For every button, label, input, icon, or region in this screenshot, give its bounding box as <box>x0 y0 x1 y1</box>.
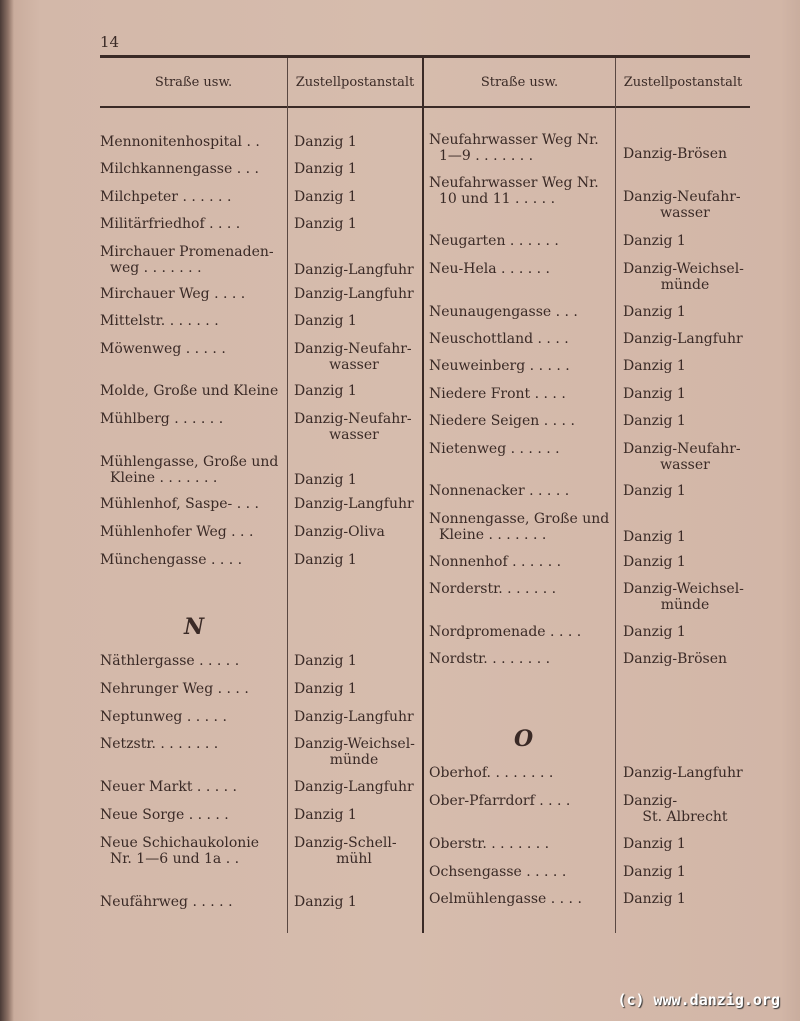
left-office-line: Danzig-Langfuhr <box>294 262 414 278</box>
left-street-15 <box>100 681 249 697</box>
left-street-line: Neuer Markt . . . . . <box>100 779 237 795</box>
right-street-line: Nonnenacker . . . . . <box>429 483 570 499</box>
right-street-line: Ochsengasse . . . . . <box>429 864 567 880</box>
right-street-12 <box>429 554 561 570</box>
right-street-1 <box>429 175 599 207</box>
right-office-line: Danzig-Neufahr- <box>623 441 741 457</box>
right-office-line: Danzig-Brösen <box>623 146 728 162</box>
left-office-19 <box>294 807 357 823</box>
left-office-line: Danzig 1 <box>294 383 357 399</box>
right-street-line: Kleine . . . . . . . <box>439 527 547 543</box>
right-street-6 <box>429 358 570 374</box>
left-street-line: Milchkannengasse . . . <box>100 161 259 177</box>
right-street-4 <box>429 304 578 320</box>
left-street-17 <box>100 736 218 752</box>
left-street-line: Mittelstr. . . . . . . <box>100 313 219 329</box>
right-street-11 <box>429 511 609 543</box>
right-street-8 <box>429 413 575 429</box>
right-office-15 <box>623 651 727 667</box>
right-office-20 <box>623 891 686 907</box>
left-office-line: Danzig 1 <box>294 161 357 177</box>
right-street-line: 10 und 11 . . . . . <box>439 191 556 207</box>
left-street-line: Nr. 1—6 und 1a . . <box>110 851 240 867</box>
right-street-line: Nonnengasse, Große und <box>429 511 610 527</box>
right-office-2 <box>623 233 686 249</box>
right-office-line: Danzig 1 <box>623 358 686 374</box>
right-street-2 <box>429 233 559 249</box>
right-office-line: Danzig 1 <box>623 891 686 907</box>
right-office-11 <box>623 529 686 545</box>
right-office-1 <box>623 189 747 221</box>
right-office-line: Danzig 1 <box>623 304 686 320</box>
left-office-line: mühl <box>336 851 372 867</box>
left-office-0 <box>294 134 357 150</box>
left-office-line: Danzig-Weichsel- <box>294 736 415 752</box>
left-office-line: Danzig-Langfuhr <box>294 286 414 302</box>
right-office-line: Danzig-Langfuhr <box>623 331 743 347</box>
right-street-line: Neu-Hela . . . . . . <box>429 261 551 277</box>
left-street-20 <box>100 835 259 867</box>
right-office-line: Danzig- <box>623 793 678 809</box>
left-street-11 <box>100 496 259 512</box>
left-office-5 <box>294 286 414 302</box>
left-street-line: Neptunweg . . . . . <box>100 709 227 725</box>
right-office-line: Danzig 1 <box>623 413 686 429</box>
top-rule <box>100 55 750 58</box>
left-office-7 <box>294 341 414 373</box>
left-office-line: Danzig-Langfuhr <box>294 709 414 725</box>
right-office-7 <box>623 386 686 402</box>
left-street-18 <box>100 779 237 795</box>
left-office-line: wasser <box>329 427 379 443</box>
right-office-line: Danzig 1 <box>623 864 686 880</box>
left-street-line: Netzstr. . . . . . . . <box>100 736 219 752</box>
left-street-13 <box>100 552 242 568</box>
right-street-9 <box>429 441 560 457</box>
left-office-line: Danzig 1 <box>294 653 357 669</box>
right-street-line: Neunaugengasse . . . <box>429 304 578 320</box>
right-street-line: Nordpromenade . . . . <box>429 624 582 640</box>
right-office-3 <box>623 261 747 293</box>
left-office-line: Danzig 1 <box>294 134 357 150</box>
header-rule <box>100 106 750 108</box>
left-office-line: Danzig 1 <box>294 894 357 910</box>
right-street-14 <box>429 624 581 640</box>
right-street-17 <box>429 793 570 809</box>
left-street-line: Neufährweg . . . . . <box>100 894 233 910</box>
right-office-line: Danzig 1 <box>623 233 686 249</box>
section-letter-n: N <box>184 614 205 640</box>
right-office-5 <box>623 331 743 347</box>
right-street-line: Niedere Seigen . . . . <box>429 413 575 429</box>
left-street-line: Näthlergasse . . . . . <box>100 653 240 669</box>
right-street-15 <box>429 651 550 667</box>
right-office-9 <box>623 441 747 473</box>
left-office-11 <box>294 496 414 512</box>
right-office-0 <box>623 146 727 162</box>
right-office-line: Danzig-Weichsel- <box>623 581 744 597</box>
right-office-line: wasser <box>660 457 710 473</box>
left-office-line: Danzig 1 <box>294 681 357 697</box>
left-office-18 <box>294 779 414 795</box>
right-street-line: Neugarten . . . . . . <box>429 233 559 249</box>
left-street-12 <box>100 524 253 540</box>
left-office-line: Danzig 1 <box>294 313 357 329</box>
right-street-13 <box>429 581 556 597</box>
right-street-line: Neufahrwasser Weg Nr. <box>429 175 599 191</box>
right-office-line: wasser <box>660 205 710 221</box>
right-office-line: Danzig 1 <box>623 386 686 402</box>
right-office-18 <box>623 836 686 852</box>
right-street-line: Norderstr. . . . . . . <box>429 581 557 597</box>
right-office-line: St. Albrecht <box>642 809 728 825</box>
left-office-10 <box>294 472 357 488</box>
left-street-4 <box>100 244 274 276</box>
column-divider-right-office <box>615 58 616 933</box>
right-office-8 <box>623 413 686 429</box>
left-office-1 <box>294 161 357 177</box>
page-number: 14 <box>100 33 120 51</box>
left-office-line: Danzig 1 <box>294 189 357 205</box>
left-street-line: Nehrunger Weg . . . . <box>100 681 249 697</box>
right-street-10 <box>429 483 569 499</box>
left-street-line: Mühlenhof, Saspe- . . . <box>100 496 259 512</box>
right-street-0 <box>429 132 599 164</box>
header-street-left: Straße usw. <box>154 75 233 90</box>
right-office-line: Danzig-Neufahr- <box>623 189 741 205</box>
right-office-line: Danzig 1 <box>623 483 686 499</box>
right-street-line: Nonnenhof . . . . . . <box>429 554 562 570</box>
right-office-19 <box>623 864 686 880</box>
left-street-3 <box>100 216 240 232</box>
left-street-1 <box>100 161 259 177</box>
right-street-18 <box>429 836 549 852</box>
right-street-line: Nordstr. . . . . . . . <box>429 651 551 667</box>
left-office-13 <box>294 552 357 568</box>
left-office-line: wasser <box>329 357 379 373</box>
left-office-2 <box>294 189 357 205</box>
right-street-line: Neuweinberg . . . . . <box>429 358 570 374</box>
right-office-line: Danzig 1 <box>623 624 686 640</box>
right-street-7 <box>429 386 566 402</box>
left-office-line: Danzig 1 <box>294 472 357 488</box>
right-street-5 <box>429 331 569 347</box>
right-street-line: Oberstr. . . . . . . . <box>429 836 550 852</box>
left-office-15 <box>294 681 357 697</box>
right-office-4 <box>623 304 686 320</box>
section-letter-o: O <box>514 726 534 752</box>
left-office-line: Danzig-Schell- <box>294 835 397 851</box>
left-street-line: Münchengasse . . . . <box>100 552 243 568</box>
column-divider-left-office <box>287 58 288 933</box>
left-office-6 <box>294 313 357 329</box>
header-office-left: Zustellpostanstalt <box>295 75 415 90</box>
left-street-6 <box>100 313 219 329</box>
left-street-line: Molde, Große und Kleine <box>100 383 279 399</box>
left-street-14 <box>100 653 239 669</box>
right-street-line: Ober-Pfarrdorf . . . . <box>429 793 571 809</box>
left-office-line: Danzig-Neufahr- <box>294 411 412 427</box>
right-street-line: Neuschottland . . . . <box>429 331 569 347</box>
left-office-line: Danzig-Langfuhr <box>294 779 414 795</box>
left-street-19 <box>100 807 229 823</box>
left-office-14 <box>294 653 357 669</box>
page-edge-shadow <box>0 0 14 1021</box>
left-office-16 <box>294 709 414 725</box>
left-street-7 <box>100 341 226 357</box>
left-office-9 <box>294 411 414 443</box>
right-street-line: Neufahrwasser Weg Nr. <box>429 132 599 148</box>
left-office-line: münde <box>329 752 379 768</box>
left-street-0 <box>100 134 260 150</box>
left-office-4 <box>294 262 414 278</box>
right-office-line: Danzig 1 <box>623 554 686 570</box>
left-street-line: Neue Schichaukolonie <box>100 835 260 851</box>
right-office-line: Danzig-Weichsel- <box>623 261 744 277</box>
left-street-line: Neue Sorge . . . . . <box>100 807 229 823</box>
left-office-line: Danzig-Langfuhr <box>294 496 414 512</box>
left-street-line: Militärfriedhof . . . . <box>100 216 241 232</box>
left-street-21 <box>100 894 233 910</box>
left-street-line: Mühlengasse, Große und <box>100 454 279 470</box>
right-office-line: Danzig-Brösen <box>623 651 728 667</box>
right-office-16 <box>623 765 743 781</box>
left-street-line: Mirchauer Weg . . . . <box>100 286 246 302</box>
left-street-5 <box>100 286 245 302</box>
right-office-line: Danzig-Langfuhr <box>623 765 743 781</box>
left-street-line: Mühlenhofer Weg . . . <box>100 524 254 540</box>
left-office-8 <box>294 383 357 399</box>
right-office-line: Danzig 1 <box>623 529 686 545</box>
right-street-line: Niedere Front . . . . <box>429 386 566 402</box>
right-office-line: münde <box>660 597 710 613</box>
right-office-12 <box>623 554 686 570</box>
left-street-line: Milchpeter . . . . . . <box>100 189 232 205</box>
right-street-line: Oberhof. . . . . . . . <box>429 765 554 781</box>
left-street-line: weg . . . . . . . <box>110 260 202 276</box>
right-street-line: Oelmühlengasse . . . . <box>429 891 582 907</box>
left-street-line: Mühlberg . . . . . . <box>100 411 224 427</box>
left-street-8 <box>100 383 278 399</box>
header-street-right: Straße usw. <box>480 75 559 90</box>
right-street-20 <box>429 891 582 907</box>
left-street-10 <box>100 454 278 486</box>
right-office-14 <box>623 624 686 640</box>
right-office-line: Danzig 1 <box>623 836 686 852</box>
header-office-right: Zustellpostanstalt <box>623 75 743 90</box>
left-street-line: Mennonitenhospital . . <box>100 134 260 150</box>
left-street-2 <box>100 189 231 205</box>
left-office-3 <box>294 216 357 232</box>
left-office-line: Danzig-Oliva <box>294 524 385 540</box>
left-street-line: Möwenweg . . . . . <box>100 341 226 357</box>
left-street-line: Mirchauer Promenaden- <box>100 244 274 260</box>
right-street-16 <box>429 765 553 781</box>
left-office-21 <box>294 894 357 910</box>
right-office-13 <box>623 581 747 613</box>
watermark: (c) www.danzig.org <box>617 991 780 1009</box>
right-street-line: Nietenweg . . . . . . <box>429 441 560 457</box>
left-office-line: Danzig 1 <box>294 807 357 823</box>
left-street-line: Kleine . . . . . . . <box>110 470 218 486</box>
right-office-6 <box>623 358 686 374</box>
left-office-line: Danzig 1 <box>294 216 357 232</box>
left-street-16 <box>100 709 227 725</box>
right-office-line: münde <box>660 277 710 293</box>
left-office-17 <box>294 736 415 768</box>
right-street-line: 1—9 . . . . . . . <box>439 148 534 164</box>
left-street-9 <box>100 411 223 427</box>
right-office-17 <box>623 793 747 825</box>
right-office-10 <box>623 483 686 499</box>
left-office-line: Danzig-Neufahr- <box>294 341 412 357</box>
column-divider-center <box>422 58 424 933</box>
left-office-12 <box>294 524 385 540</box>
left-office-line: Danzig 1 <box>294 552 357 568</box>
left-office-20 <box>294 835 414 867</box>
right-street-3 <box>429 261 550 277</box>
right-street-19 <box>429 864 566 880</box>
